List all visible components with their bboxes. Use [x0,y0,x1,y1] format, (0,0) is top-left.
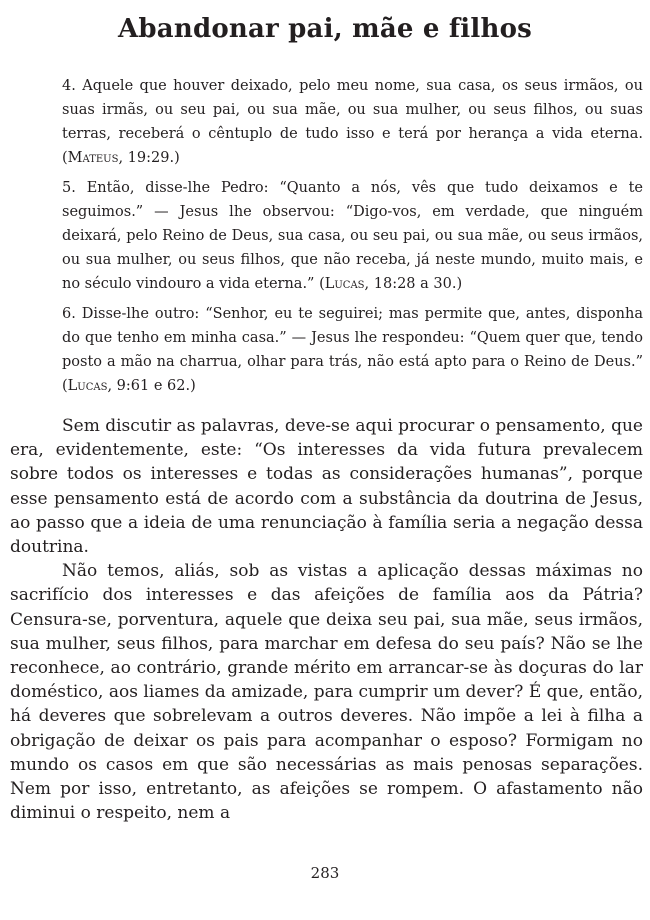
verse-6 [62,302,643,398]
verse-5 [62,176,643,296]
verse-reference-book: Lucas [67,378,108,394]
verse-text: 6. Disse-lhe outro: “Senhor, eu te seguirei; mas permite que, antes, disponha do que tenho em minha casa.” — Jesus lhe respondeu: “Quem quer que, tendo posto a mão na charrua, olhar para trás, não está apto para o Reino de Deus.” ( [62,306,643,394]
verse-reference-location: , 19:29.) [118,150,180,166]
verse-4 [62,74,643,170]
verse-reference-location: , 18:28 a 30.) [364,276,463,292]
commentary-paragraph-1: Sem discutir as palavras, deve-se aqui procurar o pensamento, que era, evidentemente, este: “Os interesses da vida futura prevalecem sobre todos os interesses e todas as considerações humanas”, porque esse pensamento está de acordo com a substância da doutrina de Jesus, ao passo que a ideia de uma renunciação à família seria a negação dessa doutrina. [10,416,643,558]
verse-text: 4. Aquele que houver deixado, pelo meu nome, sua casa, os seus irmãos, ou suas irmãs, ou seu pai, ou sua mãe, ou sua mulher, ou seus filhos, ou suas terras, receberá o cêntuplo de tudo isso e terá por herança a vida eterna. ( [62,78,643,166]
verse-reference-book: Lucas [324,276,365,292]
verse-list [62,74,643,404]
page-number: 283 [310,864,340,882]
verse-reference-book: Mateus [67,150,119,166]
verse-reference-location: , 9:61 e 62.) [107,378,196,394]
chapter-title: Abandonar pai, mãe e filhos [118,14,532,44]
verse-text: 5. Então, disse-lhe Pedro: “Quanto a nós, vês que tudo deixamos e te seguimos.” — Jesus lhe observou: “Digo-vos, em verdade, que ninguém deixará, pelo Reino de Deus, sua casa, ou seu pai, ou sua mãe, ou seus irmãos, ou sua mulher, ou seus filhos, que não receba, já neste mundo, muito mais, e no século vindouro a vida eterna.” ( [62,180,643,292]
commentary-paragraph-2: Não temos, aliás, sob as vistas a aplicação dessas máximas no sacrifício dos interesses e das afeições de família aos da Pátria? Censura-se, porventura, aquele que deixa seu pai, sua mãe, seus irmãos, sua mulher, seus filhos, para marchar em defesa do seu país? Não se lhe reconhece, ao contrário, grande mérito em arrancar-se às doçuras do lar doméstico, aos liames da amizade, para cumprir um dever? É que, então, há deveres que sobrelevam a outros deveres. Não impõe a lei à filha a obrigação de deixar os pais para acompanhar o esposo? Formigam no mundo os casos em que são necessárias as mais penosas separações. Nem por isso, entretanto, as afeições se rompem. O afastamento não diminui o respeito, nem a [10,561,643,824]
commentary [10,414,643,825]
